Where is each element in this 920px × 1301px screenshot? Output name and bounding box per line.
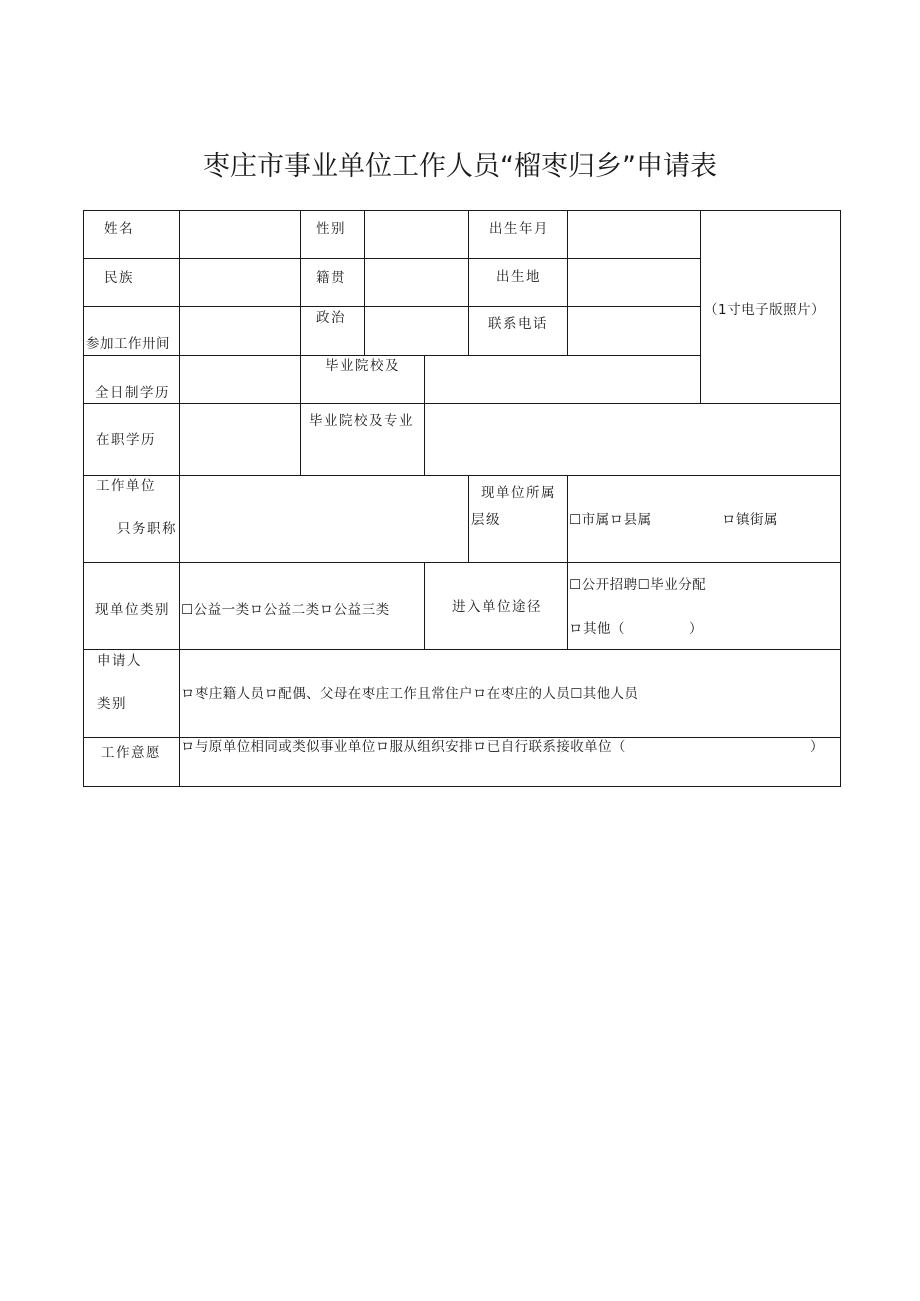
- label-applicant-category-2: 类别: [97, 696, 127, 712]
- col-divider: [468, 475, 469, 562]
- label-native-place: 籍贯: [316, 270, 346, 286]
- entry-path-options[interactable]: ☐公开招聘☐毕业分配: [569, 577, 707, 593]
- work-intention-options[interactable]: ロ与原单位相同或类似事业单位ロ服从组织安排ロ已自行联系接收单位（: [181, 739, 626, 755]
- label-unit-category: 现单位类别: [95, 602, 170, 618]
- grad-school-field[interactable]: [425, 356, 700, 403]
- work-unit-field[interactable]: [180, 476, 468, 562]
- gender-field[interactable]: [365, 211, 468, 258]
- label-birthplace: 出生地: [496, 269, 541, 285]
- work-start-field[interactable]: [180, 307, 300, 355]
- table-border-right: [840, 210, 841, 787]
- label-inservice-education: 在职学历: [96, 432, 156, 448]
- label-birth-date: 出生年月: [489, 221, 549, 237]
- label-entry-path: 进入单位途径: [452, 599, 542, 615]
- label-job-title: 只务职称: [117, 521, 177, 537]
- col-divider: [567, 475, 568, 562]
- label-ethnicity: 民族: [104, 270, 134, 286]
- row-divider: [83, 562, 841, 563]
- table-border-bottom: [83, 786, 841, 787]
- phone-field[interactable]: [568, 307, 700, 355]
- fulltime-education-field[interactable]: [180, 356, 300, 403]
- label-unit-level-2: 层级: [471, 512, 501, 528]
- col-divider: [567, 562, 568, 649]
- label-grad-school: 毕业院校及: [325, 358, 400, 374]
- birth-date-field[interactable]: [568, 211, 700, 258]
- col-divider: [424, 562, 425, 649]
- label-work-unit: 工作单位: [96, 478, 156, 494]
- name-field[interactable]: [180, 211, 300, 258]
- document-title: 枣庄市事业单位工作人员“榴枣归乡”申请表: [203, 151, 717, 182]
- table-border-left: [83, 210, 84, 787]
- label-fulltime-education: 全日制学历: [95, 385, 170, 401]
- ethnicity-field[interactable]: [180, 259, 300, 306]
- label-grad-school-major: 毕业院校及专业: [309, 413, 414, 429]
- unit-level-options[interactable]: ☐市属ロ县属: [569, 512, 652, 528]
- political-field[interactable]: [365, 307, 468, 355]
- unit-level-town-option[interactable]: ロ镇街属: [722, 512, 778, 528]
- entry-path-other-close: ）: [689, 621, 704, 637]
- label-name: 姓名: [104, 221, 134, 237]
- entry-path-other[interactable]: ロ其他（: [569, 621, 625, 637]
- label-unit-level: 现单位所属: [481, 485, 556, 501]
- inservice-education-field[interactable]: [180, 404, 300, 475]
- native-place-field[interactable]: [365, 259, 468, 306]
- label-phone: 联系电话: [488, 316, 548, 332]
- col-divider: [700, 210, 701, 403]
- label-work-start: 参加工作卅间: [86, 336, 170, 352]
- label-political: 政治: [316, 310, 346, 326]
- photo-placeholder[interactable]: （1寸电子版照片）: [704, 302, 826, 318]
- row-divider: [83, 737, 841, 738]
- grad-school-major-field[interactable]: [425, 404, 840, 475]
- row-divider: [83, 649, 841, 650]
- unit-category-options[interactable]: ☐公益一类ロ公益二类ロ公益三类: [181, 602, 390, 618]
- birthplace-field[interactable]: [568, 259, 700, 306]
- label-work-intention: 工作意愿: [101, 745, 161, 761]
- applicant-category-options[interactable]: ロ枣庄籍人员ロ配偶、父母在枣庄工作且常住户ロ在枣庄的人员☐其他人员: [181, 686, 639, 702]
- label-gender: 性别: [316, 221, 346, 237]
- col-divider: [300, 210, 301, 475]
- work-intention-close: ）: [810, 739, 825, 755]
- col-divider: [468, 210, 469, 355]
- label-applicant-category: 申请人: [97, 653, 142, 669]
